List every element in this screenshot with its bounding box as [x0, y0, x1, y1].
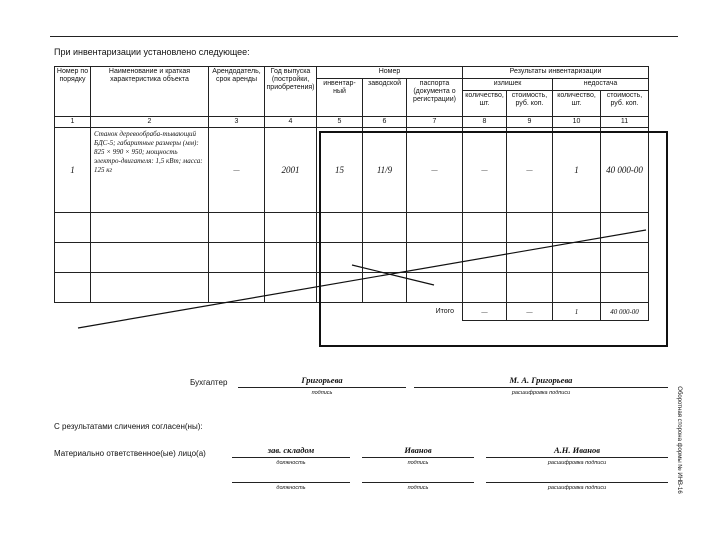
agreement-text: С результатами сличения согласен(ны):	[54, 422, 203, 431]
cross-out-stroke	[78, 230, 646, 328]
side-note	[672, 360, 686, 520]
total-label: Итого	[435, 307, 454, 315]
row-shortage-cost: 40 000-00	[601, 128, 649, 213]
responsible-label: Материально ответственное(ые) лицо(а)	[54, 449, 206, 458]
row-description: Станок деревообраба-тывающий БДС-5; габаритные размеры (мм): 825 × 990 × 950; мощность электро-двигателя: 1,5 кВт; масса: 125 кг	[91, 128, 209, 213]
column-number: 7	[407, 117, 463, 128]
total-shortage-cost: 40 000-00	[601, 303, 649, 321]
header-passport: паспорта (документа о регистрации)	[407, 79, 463, 117]
total-shortage-qty: 1	[553, 303, 601, 321]
accountant-name: М. А. Григорьева	[509, 375, 573, 385]
position-line	[232, 482, 350, 483]
caption-signature: подпись	[407, 460, 429, 466]
signature-value: Иванов	[404, 445, 432, 455]
caption-position: должность	[276, 460, 306, 466]
header-surplus-cost: стоимость, руб. коп.	[507, 91, 553, 117]
caption-signature: подпись	[407, 485, 429, 491]
name-line	[486, 482, 668, 483]
cross-out-stroke	[352, 265, 434, 285]
header-inventory-no: инвентар-ный	[317, 79, 363, 117]
header-shortage: недостача	[553, 79, 649, 91]
column-number: 5	[317, 117, 363, 128]
header-shortage-cost: стоимость, руб. коп.	[601, 91, 649, 117]
header-year: Год выпуска (постройки, приобретения)	[265, 67, 317, 117]
column-number: 4	[265, 117, 317, 128]
column-number: 6	[363, 117, 407, 128]
thick-frame	[320, 132, 667, 346]
position-line	[232, 457, 350, 458]
name-value: А.Н. Иванов	[553, 445, 601, 455]
signature-line	[362, 482, 474, 483]
caption-position: должность	[276, 485, 306, 491]
row-surplus-qty: —	[463, 128, 507, 213]
heading: При инвентаризации установлено следующее:	[54, 47, 250, 57]
accountant-label: Бухгалтер	[190, 378, 228, 387]
column-number: 2	[91, 117, 209, 128]
header-factory-no: заводской	[363, 79, 407, 117]
header-surplus: излишек	[463, 79, 553, 91]
total-surplus-qty: —	[463, 303, 507, 321]
position-value: зав. складом	[267, 445, 315, 455]
caption-decoding: расшифровка подписи	[547, 485, 607, 491]
column-number: 9	[507, 117, 553, 128]
row-inventory-no: 15	[317, 128, 363, 213]
row-num: 1	[55, 128, 91, 213]
column-number: 10	[553, 117, 601, 128]
header-name: Наименование и краткая характеристика объекта	[91, 67, 209, 117]
side-note-text: Оборотная сторона формы № ИНВ-16	[676, 386, 682, 494]
row-lessor: —	[209, 128, 265, 213]
row-factory-no: 11/9	[363, 128, 407, 213]
caption-decoding: расшифровка подписи	[511, 390, 571, 396]
row-year: 2001	[265, 128, 317, 213]
accountant-signature-line	[238, 387, 406, 388]
header-shortage-qty: количество, шт.	[553, 91, 601, 117]
header-number-group: Номер	[317, 67, 463, 79]
caption-signature: подпись	[311, 390, 333, 396]
header-num: Номер по порядку	[55, 67, 91, 117]
row-passport: —	[407, 128, 463, 213]
column-number: 1	[55, 117, 91, 128]
signature-line	[362, 457, 474, 458]
header-results-group: Результаты инвентаризации	[463, 67, 649, 79]
accountant-name-line	[414, 387, 668, 388]
row-surplus-cost: —	[507, 128, 553, 213]
column-number: 11	[601, 117, 649, 128]
name-line	[486, 457, 668, 458]
header-lessor: Арендодатель, срок аренды	[209, 67, 265, 117]
column-number: 3	[209, 117, 265, 128]
accountant-signature: Григорьева	[301, 375, 343, 385]
header-surplus-qty: количество, шт.	[463, 91, 507, 117]
column-number: 8	[463, 117, 507, 128]
row-shortage-qty: 1	[553, 128, 601, 213]
caption-decoding: расшифровка подписи	[547, 460, 607, 466]
total-surplus-cost: —	[507, 303, 553, 321]
